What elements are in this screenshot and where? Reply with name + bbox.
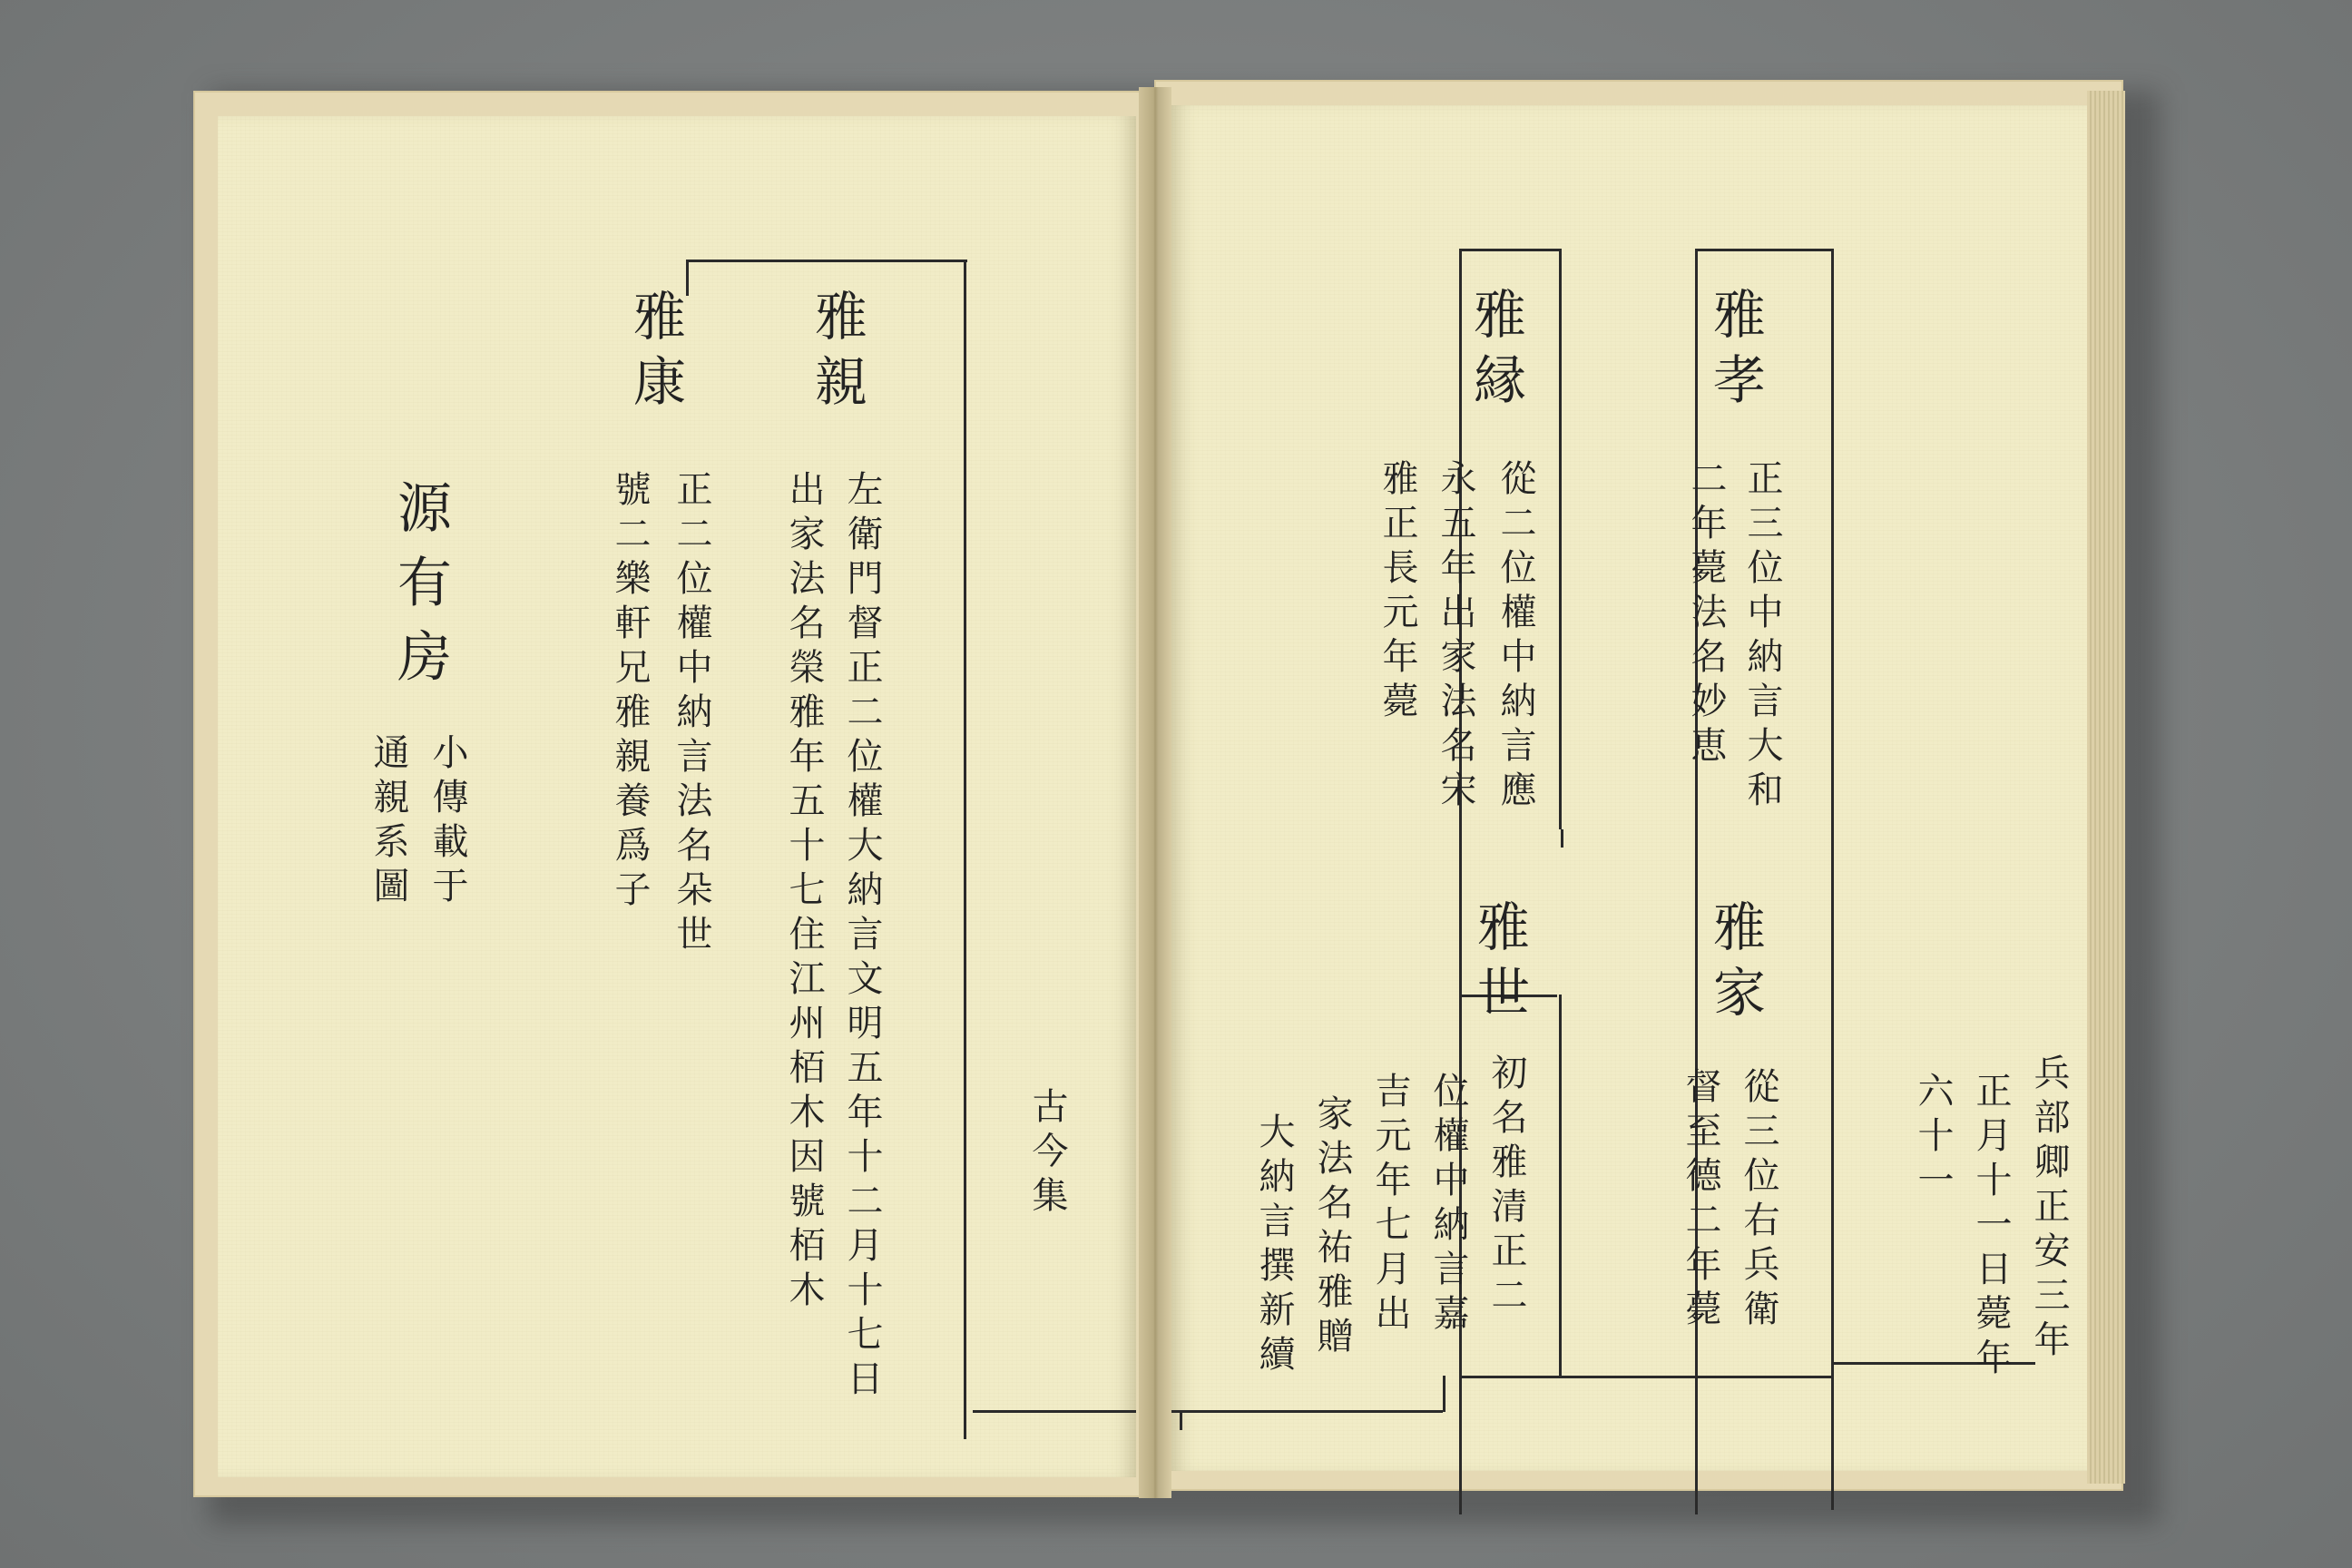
right-bottom-rule-b xyxy=(1180,1412,1182,1430)
right-bottom-rule-a xyxy=(1171,1410,1443,1413)
hyobu-line-2: 正月十一日薨年 xyxy=(1970,1072,2012,1383)
right-right-top xyxy=(1695,249,1833,251)
book-gutter xyxy=(1139,87,1171,1498)
masayo-line-5: 大納言撰新續 xyxy=(1253,1112,1295,1379)
masayo-line-3: 吉元年七月出 xyxy=(1369,1072,1411,1338)
right-page xyxy=(1171,105,2087,1471)
title-minamoto-arifusa: 源有房 xyxy=(388,479,452,702)
gokinshu-label: 古今集 xyxy=(1026,1087,1068,1220)
left-top-rule xyxy=(686,260,967,262)
masaie-line-1: 從三位右兵衛 xyxy=(1738,1067,1779,1334)
name-masayo: 雅世 xyxy=(1468,899,1530,1030)
name-masayori: 雅縁 xyxy=(1465,287,1526,417)
right-vert-a xyxy=(1559,249,1562,829)
masachika-line-1: 左衛門督正二位權大納言文明五年十二月十七日 xyxy=(841,470,883,1404)
name-masayasu: 雅康 xyxy=(624,289,686,419)
name-masataka: 雅孝 xyxy=(1704,287,1766,417)
right-top-rule-a xyxy=(1459,249,1561,251)
small-line-2: 通親系圖 xyxy=(368,733,409,911)
masataka-line-2: 二年薨法名妙恵 xyxy=(1685,459,1727,770)
masataka-line-1: 正三位中納言大和 xyxy=(1741,459,1783,815)
name-masaie: 雅家 xyxy=(1704,899,1766,1030)
masayo-line-2: 位權中納言嘉 xyxy=(1427,1072,1469,1338)
masayori-line-1: 從二位權中納言應 xyxy=(1494,459,1536,815)
masayori-line-2: 永五年出家法名宋 xyxy=(1435,459,1476,815)
right-bottom-rule-d xyxy=(1459,1376,1731,1378)
masayo-line-1: 初名雅清正二 xyxy=(1485,1054,1527,1320)
page-edges xyxy=(2087,91,2125,1484)
right-mid-rule-2 xyxy=(1559,995,1562,1376)
left-bottom-rule xyxy=(973,1410,1136,1413)
masayasu-line-2: 號二樂軒兄雅親養爲子 xyxy=(609,470,651,915)
right-bottom-rule-c xyxy=(1443,1376,1446,1412)
masaie-line-2: 督至德二年薨 xyxy=(1680,1067,1721,1334)
masayori-line-3: 雅正長元年薨 xyxy=(1377,459,1418,726)
hyobu-line-1: 兵部卿正安三年 xyxy=(2028,1054,2070,1365)
left-page xyxy=(218,116,1136,1477)
masachika-line-2: 出家法名榮雅年五十七住江州栢木因號栢木 xyxy=(783,470,825,1315)
right-right-rule xyxy=(1831,249,1834,1510)
hyobu-line-3: 六十一 xyxy=(1912,1072,1954,1205)
left-right-rule xyxy=(964,260,966,1439)
masayo-line-4: 家法名祐雅贈 xyxy=(1311,1094,1353,1361)
name-masachika: 雅親 xyxy=(806,289,867,419)
right-vert-d xyxy=(1561,829,1563,848)
small-line-1: 小傳載于 xyxy=(426,733,468,911)
masayasu-line-1: 正二位權中納言法名朵世 xyxy=(671,470,712,959)
right-bottom-rule-e xyxy=(1697,1376,1833,1378)
